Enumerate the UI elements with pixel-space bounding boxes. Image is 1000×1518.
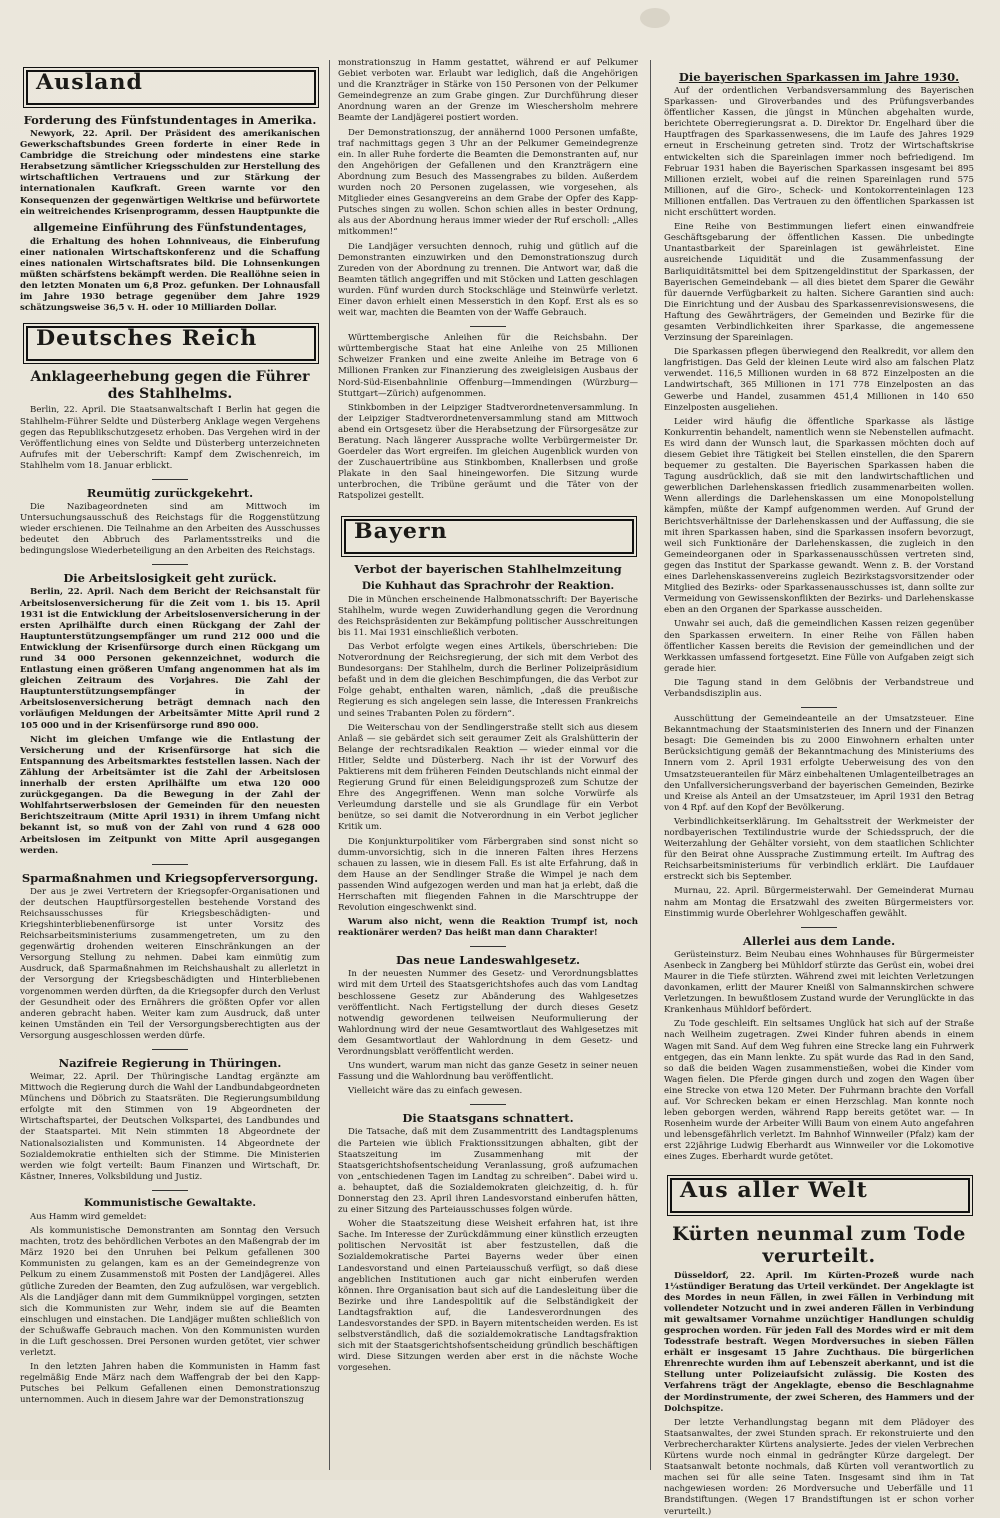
article-text: Auf der ordentlichen Verbandsversammlung des Bayerischen Sparkassen- und Giroverbandes und des Prüfungsverbandes öffentlicher Kassen, die jüngst in München abgehalten wurde, berichtete Oberregierungsrat a. D. Direktor Dr. Engelhard über die Hauptfragen des Sparkassenwesens, die im Laufe des Jahres 1929 erneut in Erscheinung getreten sind. Trotz der Wirtschaftskrise entwickelten sich die Spareinlagen immer noch befriedigend. Im Februar 1931 haben die Bayerischen Sparkassen insgesamt bei 895 Millionen erzielt, wobei auf die reinen Spareinlagen rund 575 Millionen, auf die Giro-, Scheck- und Kontokorrenteinlagen 123 Millionen entfallen. Das Vertrauen zu den öffentlichen Sparkassen ist nicht erschüttert worden. [664, 86, 974, 219]
article-text: Die Sparkassen pflegen überwiegend den Realkredit, vor allem den langfristigen. Das Geld der kleinen Leute wird also am falschen Platz verwendet. 116,5 Millionen wurden in 68 872 Einzelposten an die Landwirtschaft, 365 Millionen in 171 778 Einzelposten an das Gewerbe und Handel, zusammen 451,4 Millionen in 140 650 Einzelposten ausgeliehen. [664, 347, 974, 413]
article-text: Düsseldorf, 22. April. Im Kürten-Prozeß wurde nach 1¼stündiger Beratung das Urteil verkündet. Der Angeklagte ist des Mordes in neun Fällen, in zwei Fällen in Verbindung mit vollendeter Notzucht und in zwei anderen Fällen in Verbindung mit gewaltsamer Vornahme unzüchtiger Handlungen schuldig gesprochen worden. Für jeden Fall des Mordes wird er mit dem Todesstrafe bestraft. Wegen Mordversuches in sieben Fällen erhält er insgesamt 15 Jahre Zuchthaus. Die bürgerlichen Ehrenrechte wurden ihm auf Lebenszeit aberkannt, und ist die Stellung unter Polizeiaufsicht zulässig. Die Kosten des Verfahrens trägt der Angeklagte, ebenso die Beschlagnahme der Mordinstrumente, der zwei Scheren, des Hammers und der Dolchspitze. [664, 1270, 974, 1414]
column-1 [20, 62, 320, 1472]
article-text: In den letzten Jahren haben die Kommunisten in Hamm fast regelmäßig Ende März nach dem Waffengrab der bei den Kapp-Putsches bei Pelkum Gefallenen einen Demonstrationszug unternommen. Auch in diesem Jahre war der Demonstrationszug [20, 1362, 320, 1406]
headline-gans: Die Staatsgans schnattert. [402, 1111, 574, 1126]
article-separator [801, 707, 837, 708]
article-text: Gerüsteinsturz. Beim Neubau eines Wohnhauses für Bürgermeister Asenbeck in Zangberg bei Mühldorf stürzte das Gerüst ein, wobei drei Maurer in die Tiefe stürzten. Während zwei mit leichten Verletzungen davonkamen, erlitt der Maurer Kneißl von Salmannskirchen schwere Verletzungen. In bewußtlosem Zustand wurde der Verunglückte in das Krankenhaus Mühldorf befördert. [664, 949, 974, 1016]
article-separator [152, 1190, 188, 1191]
headline-kuerten: Kürten neunmal zum Tode verurteilt. [672, 1222, 966, 1267]
article-separator [470, 326, 506, 327]
article-separator [152, 1049, 188, 1050]
paper-stain [640, 8, 670, 28]
headline-reumuetig: Reumütig zurückgekehrt. [86, 485, 254, 500]
column-rule [650, 60, 651, 1470]
article-text: Berlin, 22. April. Nach dem Bericht der Reichsanstalt für Arbeitslosenversicherung für die Zeit vom 1. bis 15. April 1931 ist die Entwicklung der Arbeitslosenversicherung in der ersten Aprilhälfte durch einen Rückgang der Zahl der Hauptunterstützungsempfänger um rund 212 000 und die Entwicklung der Krisenfürsorge durch einen Rückgang um rund 34 000 Personen gekennzeichnet, wodurch die Entlastung einen größeren Umfang angenommen hat als im gleichen Zeitraum des Vorjahres. Die Zahl der Hauptunterstützungsempfänger in der Arbeitslosenversicherung beträgt demnach nach den vorläufigen Meldungen der Arbeitsämter Mitte April rund 2 105 000 und in der Krisenfürsorge rund 890 000. [20, 587, 320, 731]
article-text: Das Verbot erfolgte wegen eines Artikels, überschrieben: Die Notverordnung der Reichsregierung, der sich mit dem Verbot des Bundesorgans: Der Stahlhelm, durch die Berliner Polizeipräsidium befaßt und in dem die gleichen Beschimpfungen, die das Verbot zur Folge gehabt, enthalten waren, nämlich, „daß die preußische Regierung es sich angelegen sein lasse, die Interessen Frankreichs und seines Trabanten Polen zu fördern“. [338, 641, 638, 719]
article-text: monstrationszug in Hamm gestattet, während er auf Pelkumer Gebiet verboten war. Erlaubt war lediglich, daß die Angehörigen und die Kranzträger in Stärke von 150 Personen von der Pelkumer Gemeindegrenze an zum Grabe gingen. Zur Durchführung dieser Anordnung waren an der Grenze im Wieschersholm mehrere Beamte der Landjägerei postiert worden. [338, 58, 638, 124]
article-text: Der Demonstrationszug, der annähernd 1000 Personen umfaßte, traf nachmittags gegen 3 Uhr an der Pelkumer Gemeindegrenze ein. In aller Ruhe forderte die Beamten die Demonstranten auf, nur den Angehörigen der Gefallenen und den Kranzträgern eine Abordnung zum Besuch des Massengrabes zu bilden. Außerdem wurden noch 20 Personen zugelassen, wie vorgesehen, als Mitglieder eines Gesangvereins an dem Grabe der Opfer des Kapp-Putsches singen zu wollen. Schon schien alles in bester Ordnung, als aus der Abordnung heraus immer wieder der Ruf erscholl: „Alles mitkommen!“ [338, 127, 638, 238]
headline-amerika: Forderung des Fünfstundentages in Amerika. [23, 113, 317, 127]
article-text: Stinkbomben in der Leipziger Stadtverordnetenversammlung. In der Leipziger Stadtverordnetenversammlung stand am Mittwoch abend ein Ortsgesetz über die Herabsetzung der Fürsorgesätze zur Beratung. Nach längerer Aussprache wollte Verbürgermeister Dr. Goerdeler das Wort ergreifen. Im gleichen Augenblick wurden von der Zuschauertribüne aus Stinkbomben, Knallerbsen und große Plakate in den Saal hineingeworfen. Die Sitzung wurde unterbrochen, die Tribüne geräumt und die Täter von der Ratspolizei gestellt. [338, 402, 638, 502]
article-separator [152, 864, 188, 865]
article-separator [470, 1104, 506, 1105]
section-banner-welt: Aus aller Welt [670, 1178, 970, 1213]
headline-nazi: Nazifreie Regierung in Thüringen. [58, 1056, 282, 1070]
article-text: Aus Hamm wird gemeldet: [30, 1211, 147, 1222]
article-text: Die Landjäger versuchten dennoch, ruhig und gütlich auf die Demonstranten einzuwirken und den Demonstrationszug durch Zureden von der Abordnung zu trennen. Die Antwort war, daß die Beamten tätlich angegriffen und mit Stöcken und Latten geschlagen wurden. Fünf wurden durch Stockschläge und Steinwürfe verletzt. Einer davon erhielt einen Messerstich in den Kopf. Erst als es so weit war, machten die Beamten von der Waffe Gebrauch. [338, 241, 638, 319]
article-text: Die Nazibageordneten sind am Mittwoch im Untersuchungsausschuß des Reichstags für die Roggenstützung wieder erschienen. Die Teilnahme an den Arbeiten des Ausschusses bedeutet den Abbruch des Parlamentsstreiks und die bedingungslose Wiederbeteiligung an den Arbeiten des Reichstags. [20, 501, 320, 557]
article-separator [152, 564, 188, 565]
column-rule [329, 60, 330, 1470]
article-text: Vielleicht wäre das zu einfach gewesen. [348, 1086, 523, 1097]
column-2 [338, 58, 638, 1468]
article-text: Als kommunistische Demonstranten am Sonntag den Versuch machten, trotz des behördlichen Verbotes an den Maßengrab der im März 1920 bei den Unruhen bei Pelkum gefallenen 300 Kommunisten zu gelangen, kam es an der Gemeindegrenze von Pelkum zu einem Zusammenstoß mit Posten der Landjägerei. Alles gütliche Zureden der Beamten, den Zug aufzulösen, war vergeblich. Als die Landjäger dann mit dem Gummiknüppel vorgingen, setzten sich die Kommunisten zur Wehr, indem sie auf die Beamten einschlugen und einstachen. Die Landjäger mußten schließlich von der Schußwaffe Gebrauch machen. Von den Kommunisten wurden in die Luft geschossen. Drei Personen wurden getötet, vier schwer verletzt. [20, 1226, 320, 1359]
article-text: Uns wundert, warum man nicht das ganze Gesetz in seiner neuen Fassung und die Wahlordnung bau veröffentlicht. [338, 1061, 638, 1083]
article-text: Woher die Staatszeitung diese Weisheit erfahren hat, ist ihre Sache. Im Interesse der Zurückdämmung einer künstlich erzeugten politischen Nervosität ist aber festzustellen, daß die Sozialdemokratische Partei Bayerns weder über einen Landesvorstand und einen Parteiausschuß verfügt, so daß diese angeblichen Institutionen auch gar nicht einberufen werden können. Ihre Organisation baut sich auf die Landesleitung über die Bezirke und ihre Landespolitik auf die Selbständigkeit der Landtagsfraktion auf, die Landesverordnungen des Landesvorstandes der SPD. in Bayern mitentscheiden werden. Es ist selbstverständlich, daß die sozialdemokratische Landtagsfraktion sich mit der Staatsgerichtshofsentscheidung gründlich beschäftigen wird. Diese Sitzungen werden aber erst in die nächste Woche vorgesehen. [338, 1219, 638, 1374]
article-text: die Erhaltung des hohen Lohnniveaus, die Einberufung einer nationalen Wirtschaftskonferenz und die Schaffung eines nationalen Wirtschaftsrates bild. Die Lohnsenkungen müßten schärfstens bekämpft werden. Die Reallöhne seien in den letzten Monaten um 6,8 Proz. gefunken. Der Lohnausfall im Jahre 1930 betrage gegenüber dem Jahre 1929 schätzungsweise 36,5 v. H. oder 10 Milliarden Dollar. [20, 236, 320, 314]
article-text: Eine Reihe von Bestimmungen liefert einen einwandfreie Geschäftsgebarung der öffentlichen Kassen. Die unbedingte Unantastbarkeit der Spareinlagen ist gewährleistet. Eine ausreichende Liquidität und die Zusammenfassung der Barliquiditätsmittel bei dem Spitzengeldinstitut der Sparkassen, der Bayerischen Gemeindebank — all dies bietet dem Sparer die Gewähr für dauernde Verfügbarkeit zu halten. Sichere Garantien sind auch: Die Einrichtung und der Ausbau des Sparkassenrevisionswesens, die Haftung des Gewährträgers, der Gemeinden und Bezirke für die gesamten Verbindlichkeiten ihrer Sparkasse, die angemessene Verzinsung der Spareinlagen. [664, 222, 974, 344]
article-separator [801, 927, 837, 928]
article-text: Die Weiterschau von der Sendlingerstraße stellt sich aus diesem Anlaß — sie gebärdet sich seit geraumer Zeit als Gralshütterin der Belange der rechtsradikalen Reaktion — wieder einmal vor die Hitler, Seldte und Düsterberg. Nach ihr ist der Vorwurf des Paktierens mit dem früheren Feinden Deutschlands nicht einmal der Regierung Grund für einen Beleidigungsprozeß zum Schutze der Ehre des Angegriffenen. Wenn man solche Vorwürfe als Verleumdung darstelle und sie als Grundlage für ein Verbot benütze, so sei damit die Notverordnung in ein Verbot jeglicher Kritik um. [338, 722, 638, 833]
article-separator [470, 946, 506, 947]
article-text: Berlin, 22. April. Die Staatsanwaltschaft I Berlin hat gegen die Stahlhelm-Führer Seldte und Düsterberg Anklage wegen Vergehens gegen das Republikschutzgesetz erhoben. Das Vergehen wird in der Veröffentlichung eines von Seldte und Düsterberg unterzeichneten Aufrufes mit der Ueberschrift: Kampf dem Zwischenreich, im Stahlhelm vom 18. Januar erblickt. [20, 405, 320, 471]
subhead: allgemeine Einführung des Fünfstundentages, [33, 221, 307, 234]
headline-sparkassen: Die bayerischen Sparkassen im Jahre 1930. [678, 70, 960, 84]
headline-verbot: Verbot der bayerischen Stahlhelmzeitung [354, 561, 622, 576]
section-banner-ausland: Ausland [26, 70, 316, 105]
article-text: Zu Tode geschleift. Ein seltsames Unglück hat sich auf der Straße nach Weilheim zugetragen. Zwei Kinder fuhren abends in einem Wagen mit Sand. Auf dem Weg fuhren eine Strecke lang ein Fuhrwerk entgegen, das ein Mann lenkte. Zu spät wurde das Rad in den Sand, so daß die beiden Wagen zusammenstießen, wobei die Kinder vom Wagen fielen. Die Pferde gingen durch und zogen den Wagen über eine Strecke von etwa 120 Meter. Der Fuhrmann brachte den Vorfall auf. Vor Schrecken bekam er einen Herzschlag. Man konnte noch leben geborgen werden, während Rapp bereits getötet war. — In Rosenheim wurde der Arbeiter Willi Baum von einem Auto angefahren und lebensgefährlich verletzt. Im Bahnhof Winnweiler (Pfalz) kam der erst 22jährige Ludwig Eberhardt aus Winnweiler vor die Lokomotive eines Zuges. Eberhardt wurde getötet. [664, 1019, 974, 1163]
article-text: Weimar, 22. April. Der Thüringische Landtag ergänzte am Mittwoch die Regierung durch die Wahl der Landbundabgeordneten Münchens und Döbrich zu Staatsräten. Die Regierungsumbildung erfolgte mit den Stimmen von 19 Abgeordneten der Wirtschaftspartei, der Deutschen Volkspartei, des Landbundes und der Staatspartei. Mit Nein stimmten 18 Abgeordnete der Nationalsozialisten und Kommunisten. 14 Abgeordnete der Sozialdemokratie enthielten sich der Stimme. Die Ministerien werden wie folgt verteilt: Baum Finanzen und Wirtschaft, Dr. Kästner, Inneres, Volksbildung und Justiz. [20, 1072, 320, 1182]
headline-landes: Das neue Landeswahlgesetz. [395, 953, 581, 968]
headline-spar: Sparmaßnahmen und Kriegsopferversorgung. [21, 870, 319, 885]
article-text: Unwahr sei auch, daß die gemeindlichen Kassen reizen gegenüber den Sparkassen erweitern. In einer Reihe von Fällen haben öffentlicher Kassen bereits die Revision der gemeindlichen und der Werkkassen umfassend fortgesetzt. Eine Fülle von Aufgaben zeigt sich gerade hier. [664, 619, 974, 674]
column-3 [664, 64, 974, 1517]
article-text: Die Tagung stand in dem Gelöbnis der Verbandstreue und Verbandsdisziplin aus. [664, 677, 974, 699]
article-text: Die in München erscheinende Halbmonatsschrift: Der Bayerische Stahlhelm, wurde wegen Zuwiderhandlung gegen die Verordnung des Reichspräsidenten zur Bekämpfung politischer Ausschreitungen bis 11. Mai 1931 einschließlich verboten. [338, 594, 638, 638]
article-text: In der neuesten Nummer des Gesetz- und Verordnungsblattes wird mit dem Urteil des Staatsgerichtshofes auch das vom Landtag beschlossene Gesetz zur Abänderung des Wahlgesetzes veröffentlicht. Nach Fertigstellung der durch dieses Gesetz notwendig gewordenen teilweisen Neuformulierung der Wahlordnung wird der neue Gesamtwortlaut des Wahlgesetzes mit dem Gesamtwortlaut der Wahlordnung in dem Gesetz- und Verordnungsblatt veröffentlicht werden. [338, 969, 638, 1058]
article-text: Warum also nicht, wenn die Reaktion Trumpf ist, noch reaktionärer werden? Das heißt man dann Charakter! [338, 917, 638, 939]
headline-anklage: Anklageerhebung gegen die Führer des Stahlhelms. [30, 369, 310, 403]
headline-kommun: Kommunistische Gewaltakte. [84, 1196, 256, 1209]
article-text: Leider wird häufig die öffentliche Sparkasse als lästige Konkurrentin behandelt, namentlich wenn sie Nebenstellen aufmacht. Es wird dann der Wunsch laut, die Sparkassen möchten doch auf diesem Gebiet ihre Tätigkeit bei Stellen einstellen, die den Sparern bequemer zu gestalten. Die Bayerischen Sparkassen haben die Tagung ausdrücklich, daß sie mit den landwirtschaftlichen und gewerblichen Darlehenskassen friedlich zusammenarbeiten wollen. Wenn allerdings die Darlehenskassen um eine Monopolstellung kämpfen, müßte der Kampf aufgenommen werden. Auf Grund der Berichtsverhältnisse der Darlehenskassen und der Auffassung, die sie mit ihren Sparkassen haben, sind die Sparkassen insofern bevorzugt, weil sich Funktionäre der Darlehenskassen, die zugleich in den Gemeindeorganen oder in Sparkassenausschüssen vertreten sind, gegen das Institut der Sparkasse gewandt. Wenn z. B. der Vorstand eines Darlehenskassenvereins zugleich Bezirkstagsvorsitzender oder Mitglied des Bezirks- oder Sparkassenausschusses ist, dann sollte zur Vermeidung von Gewissenskonflikten der Bezirks- und Darlehenskasse eben an den Organen der Sparkasse ausscheiden. [664, 416, 974, 616]
article-text: Der aus je zwei Vertretern der Kriegsopfer-Organisationen und der deutschen Hauptfürsorgestellen bestehende Vorstand des Reichsausschusses für Kriegsbeschädigten- und Kriegshinterbliebenenfürsorge ist unter Vorsitz des Reichsarbeitsministeriums zusammengetreten, um zu den gegenwärtig drohenden weiteren Einschränkungen an der Versorgung Stellung zu nehmen. Dabei kam einmütig zum Ausdruck, daß Sparmaßnahmen im Reichshaushalt zu allerletzt in der Versorgung der Kriegsbeschädigten und Hinterbliebenen vorgenommen werden dürften, da die Kriegsopfer durch den Verlust der Gesundheit oder des Ernährers die größten Opfer vor allen anderen gebracht haben. Weiter kam zum Ausdruck, daß unter keinen Umständen ein Teil der Versorgungsberechtigten aus der Versorgung ausgeschlossen werden dürfe. [20, 886, 320, 1041]
article-text: Der letzte Verhandlungstag begann mit dem Plädoyer des Staatsanwaltes, der zwei Stunden sprach. Er rekonstruierte und den Verbrechercharakter Kürtens analysierte. Jedes der vielen Verbrechen Kürtens wurde noch einmal in gedrängter Kürze dargelegt. Der Staatsanwalt betonte nochmals, daß Kürten voll verantwortlich zu machen sei für alle seine Taten. Insgesamt sind ihm in Tat nachgewiesen worden: 26 Mordversuche und Ueberfälle und 11 Brandstiftungen. (Wegen 17 Brandstiftungen ist er schon vorher verurteilt.) [664, 1417, 974, 1517]
headline-arbeitslos: Die Arbeitslosigkeit geht zurück. [63, 571, 277, 586]
headline-allerlei: Allerlei aus dem Lande. [742, 933, 896, 948]
article-text: Die Tatsache, daß mit dem Zusammentritt des Landtagsplenums die Parteien wie üblich Fraktionssitzungen abhalten, gibt der Staatszeitung im Zusammenhang mit der Staatsgerichtshofsentscheidung Veranlassung, groß aufzumachen von „entschiedenen Tagen im Landtag zu schreiben“. Dabei wird u. a. behauptet, daß die Sozialdemokraten gleichzeitig, d. h. für Donnerstag den 23. April ihren Landesvorstand einberufen hätten, zu einer Sitzung des Parteiausschusses folgen würde. [338, 1127, 638, 1216]
subhead-verbot: Die Kuhhaut das Sprachrohr der Reaktion. [361, 579, 615, 592]
article-text: Ausschüttung der Gemeindeanteile an der Umsatzsteuer. Eine Bekanntmachung der Staatsministerien des Innern und der Finanzen besagt: Die Gemeinden bis zu 2000 Einwohnern erhalten unter Berücksichtigung gemäß der Bekanntmachung des Ministeriums des Innern vom 2. April 1931 erfolgte Ueberweisung des von den Umsatzsteueranteilen für März einbehaltenen Umlagenteilbetrages an den Unfallversicherungsverband der bayerischen Gemeinden, Bezirke und Kreise als Anteil an der Umsatzsteuer, im April 1931 den Betrag von 4 Rpf. auf den Kopf der Bevölkerung. [664, 714, 974, 813]
article-text: Nicht im gleichen Umfange wie die Entlastung der Versicherung und der Krisenfürsorge hat sich die Entspannung des Arbeitsmarktes feststellen lassen. Nach der Zählung der Arbeitsämter ist die Zahl der Arbeitslosen innerhalb der ersten Aprilhälfte um etwa 120 000 zurückgegangen. Da die Bewegung in der Zahl der Wohlfahrtserwerbslosen der Gemeinden für den neuesten Berichtszeitraum (Mitte April 1931) in ihrem Umfang nicht bekannt ist, so muß von der Zahl von rund 4 628 000 Arbeitslosen im Zeitpunkt von Mitte April ausgegangen werden. [20, 734, 320, 856]
section-banner-reich: Deutsches Reich [26, 326, 316, 361]
article-text: Württembergische Anleihen für die Reichsbahn. Der württembergische Staat hat eine Anleihe von 25 Millionen Schweizer Franken und eine zweite Anleihe im Betrage von 6 Millionen Franken zur Finanzierung des zweigleisigen Ausbaus der Nord-Süd-Eisenbahnlinie Offenburg—Immendingen (Würzburg—Stuttgart—Zürich) aufgenommen. [338, 333, 638, 399]
article-text: Die Konjunkturpolitiker vom Färbergraben sind sonst nicht so dumm-unvorsichtig, sich in die inneren Falten ihres Herzens schauen zu lassen, wie in diesem Fall. Es ist alte Erfahrung, daß in dem Hause an der Sendlinger Straße die Wimpel je nach dem passenden Wind aufgezogen werden und man hat ja erlebt, daß die Herrschaften mit fliegenden Fahnen in die Marschtruppe der Revolution eingeschwenkt sind. [338, 836, 638, 914]
article-text: Verbindlichkeitserklärung. Im Gehaltsstreit der Werkmeister der nordbayerischen Textilindustrie wurde der Schiedsspruch, der die Weiterzahlung der Gehälter vorsieht, von dem staatlichen Schlichter für den Beirat ohne Aussprache Zustimmung erteilt. Im Auftrag des Reichsarbeitsministeriums für verbindlich erklärt. Die Laufdauer erstreckt sich bis September. [664, 816, 974, 883]
article-separator [152, 479, 188, 480]
article-text: Newyork, 22. April. Der Präsident des amerikanischen Gewerkschaftsbundes Green forderte in einer Rede in Cambridge die Streichung oder mindestens eine starke Herabsetzung sämtlicher Kriegsschulden zur Herstellung des wirtschaftlichen Vertrauens und zur Stärkung der internationalen Kaufkraft. Green warnte vor den Konsequenzen der gegenwärtigen Weltkrise und befürwortete ein weitreichendes Krisenprogramm, dessen Hauptpunkte die [20, 129, 320, 217]
article-text: Murnau, 22. April. Bürgermeisterwahl. Der Gemeinderat Murnau nahm am Montag die Ersatzwahl des zweiten Bürgermeisters vor. Einstimmig wurde Oberlehrer Wohlgeschaffen gewählt. [664, 886, 974, 919]
section-banner-bayern: Bayern [344, 519, 634, 554]
